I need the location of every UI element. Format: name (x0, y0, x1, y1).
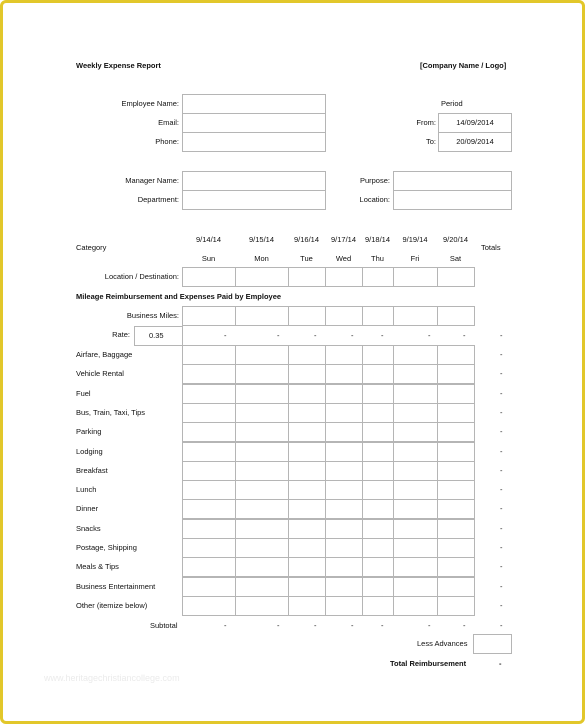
expense-cell[interactable] (362, 499, 394, 519)
expense-cell[interactable] (437, 596, 475, 616)
department-field[interactable] (182, 190, 326, 210)
expense-cell[interactable] (393, 538, 438, 558)
expense-category-label: Airfare, Baggage (76, 350, 133, 359)
watermark: www.heritagechristiancollege.com (44, 673, 180, 683)
expense-cell[interactable] (235, 422, 289, 442)
expense-cell[interactable] (325, 422, 363, 442)
expense-cell[interactable] (362, 442, 394, 462)
expense-cell[interactable] (362, 557, 394, 577)
rate-amount: - (314, 331, 317, 340)
expense-cell[interactable] (325, 364, 363, 384)
day-header: Sun (201, 254, 216, 263)
expense-cell[interactable] (235, 345, 289, 365)
expense-cell[interactable] (288, 499, 326, 519)
expense-cell[interactable] (325, 499, 363, 519)
location-destination-cell[interactable] (235, 267, 289, 287)
to-label: To: (425, 137, 436, 146)
expense-cell[interactable] (288, 345, 326, 365)
expense-cell[interactable] (393, 384, 438, 404)
expense-cell[interactable] (182, 384, 236, 404)
expense-cell[interactable] (437, 577, 475, 597)
subtotal-value: - (428, 621, 431, 630)
expense-cell[interactable] (235, 461, 289, 481)
expense-cell[interactable] (362, 403, 394, 423)
purpose-label: Purpose: (359, 176, 390, 185)
expense-cell[interactable] (235, 499, 289, 519)
location-destination-cell[interactable] (362, 267, 394, 287)
expense-cell[interactable] (182, 596, 236, 616)
expense-category-label: Other (itemize below) (76, 601, 148, 610)
expense-cell[interactable] (182, 577, 236, 597)
expense-row-total: - (500, 562, 503, 571)
period-title: Period (441, 99, 463, 108)
rate-label: Rate: (112, 330, 130, 339)
rate-amount: - (428, 331, 431, 340)
less-advances-field[interactable] (473, 634, 512, 654)
expense-cell[interactable] (325, 442, 363, 462)
expense-cell[interactable] (288, 538, 326, 558)
date-header: 9/14/14 (195, 235, 222, 244)
expense-cell[interactable] (362, 384, 394, 404)
expense-cell[interactable] (437, 519, 475, 539)
rate-amount: - (463, 331, 466, 340)
business-miles-cell[interactable] (235, 306, 289, 326)
expense-cell[interactable] (182, 403, 236, 423)
subtotal-value: - (277, 621, 280, 630)
location-destination-cell[interactable] (325, 267, 363, 287)
day-header: Sat (449, 254, 462, 263)
date-header: 9/16/14 (293, 235, 320, 244)
subtotal-value: - (314, 621, 317, 630)
expense-row-total: - (500, 485, 503, 494)
date-header: 9/19/14 (402, 235, 428, 244)
location-destination-cell[interactable] (182, 267, 236, 287)
location-field[interactable] (393, 190, 512, 210)
subtotal-label: Subtotal (150, 621, 178, 630)
mileage-section-title: Mileage Reimbursement and Expenses Paid by Employee (76, 292, 282, 301)
expense-row-total: - (500, 543, 503, 552)
location-label: Location: (359, 195, 390, 204)
expense-row-total: - (500, 447, 503, 456)
business-miles-cell[interactable] (393, 306, 438, 326)
business-miles-cell[interactable] (288, 306, 326, 326)
expense-cell[interactable] (362, 577, 394, 597)
expense-cell[interactable] (362, 461, 394, 481)
expense-cell[interactable] (325, 557, 363, 577)
expense-category-label: Fuel (76, 389, 91, 398)
day-header: Tue (300, 254, 313, 263)
expense-cell[interactable] (182, 442, 236, 462)
expense-cell[interactable] (362, 364, 394, 384)
day-header: Fri (410, 254, 420, 263)
subtotal-value: - (463, 621, 466, 630)
business-miles-cell[interactable] (325, 306, 363, 326)
phone-field[interactable] (182, 132, 326, 152)
expense-category-label: Breakfast (76, 466, 108, 475)
expense-category-label: Bus, Train, Taxi, Tips (76, 408, 146, 417)
from-label: From: (416, 118, 436, 127)
date-header: 9/15/14 (248, 235, 275, 244)
rate-amount: - (277, 331, 280, 340)
expense-cell[interactable] (362, 519, 394, 539)
expense-cell[interactable] (235, 557, 289, 577)
subtotal-value: - (224, 621, 227, 630)
subtotal-value: - (351, 621, 354, 630)
expense-cell[interactable] (235, 538, 289, 558)
expense-cell[interactable] (235, 384, 289, 404)
report-title: Weekly Expense Report (76, 61, 161, 70)
rate-amount: - (224, 331, 227, 340)
expense-cell[interactable] (325, 345, 363, 365)
expense-category-label: Dinner (76, 504, 99, 513)
business-miles-cell[interactable] (362, 306, 394, 326)
expense-cell[interactable] (362, 538, 394, 558)
expense-cell[interactable] (235, 519, 289, 539)
expense-row-total: - (500, 369, 503, 378)
expense-cell[interactable] (235, 403, 289, 423)
expense-cell[interactable] (235, 480, 289, 500)
total-reimbursement-label: Total Reimbursement (390, 659, 467, 668)
email-label: Email: (158, 118, 179, 127)
expense-cell[interactable] (393, 345, 438, 365)
expense-cell[interactable] (325, 403, 363, 423)
category-header: Category (76, 243, 107, 252)
company-logo-placeholder: [Company Name / Logo] (420, 61, 507, 70)
expense-cell[interactable] (393, 519, 438, 539)
expense-cell[interactable] (235, 442, 289, 462)
expense-cell[interactable] (393, 442, 438, 462)
expense-category-label: Business Entertainment (76, 582, 156, 591)
email-field[interactable] (182, 113, 326, 133)
expense-cell[interactable] (288, 480, 326, 500)
rate-field[interactable] (134, 326, 183, 346)
from-date-field[interactable]: 14/09/2014 (438, 113, 512, 133)
expense-cell[interactable] (393, 557, 438, 577)
expense-row-total: - (500, 524, 503, 533)
business-miles-cell[interactable] (437, 306, 475, 326)
expense-row-total: - (500, 504, 503, 513)
expense-cell[interactable] (182, 364, 236, 384)
expense-cell[interactable] (362, 422, 394, 442)
expense-cell[interactable] (393, 422, 438, 442)
expense-row-total: - (500, 408, 503, 417)
expense-cell[interactable] (325, 538, 363, 558)
expense-cell[interactable] (288, 577, 326, 597)
expense-cell[interactable] (288, 596, 326, 616)
expense-cell[interactable] (182, 499, 236, 519)
expense-cell[interactable] (437, 461, 475, 481)
expense-cell[interactable] (393, 596, 438, 616)
expense-row-total: - (500, 582, 503, 591)
day-header: Thu (371, 254, 384, 263)
expense-cell[interactable] (325, 519, 363, 539)
rate-amount: - (381, 331, 384, 340)
expense-cell[interactable] (288, 364, 326, 384)
total-reimbursement-value: - (499, 659, 502, 668)
expense-row-total: - (500, 601, 503, 610)
expense-cell[interactable] (325, 461, 363, 481)
expense-cell[interactable] (235, 364, 289, 384)
expense-cell[interactable] (182, 519, 236, 539)
expense-category-label: Lodging (76, 447, 103, 456)
location-destination-cell[interactable] (288, 267, 326, 287)
expense-cell[interactable] (437, 345, 475, 365)
expense-cell[interactable] (288, 422, 326, 442)
expense-cell[interactable] (437, 364, 475, 384)
expense-cell[interactable] (437, 480, 475, 500)
expense-cell[interactable] (288, 557, 326, 577)
expense-cell[interactable] (288, 384, 326, 404)
expense-cell[interactable] (437, 442, 475, 462)
expense-cell[interactable] (325, 384, 363, 404)
subtotal-value: - (381, 621, 384, 630)
expense-cell[interactable] (325, 596, 363, 616)
expense-cell[interactable] (437, 538, 475, 558)
expense-cell[interactable] (362, 345, 394, 365)
expense-cell[interactable] (235, 577, 289, 597)
employee-name-label: Employee Name: (121, 99, 179, 108)
date-header: 9/20/14 (442, 235, 469, 244)
expense-cell[interactable] (182, 422, 236, 442)
expense-cell[interactable] (288, 442, 326, 462)
expense-cell[interactable] (182, 345, 236, 365)
expense-category-label: Parking (76, 427, 102, 436)
expense-cell[interactable] (362, 480, 394, 500)
totals-header: Totals (481, 243, 501, 252)
expense-row-total: - (500, 427, 503, 436)
expense-cell[interactable] (235, 596, 289, 616)
expense-cell[interactable] (437, 422, 475, 442)
location-destination-label: Location / Destination: (104, 272, 179, 281)
expense-cell[interactable] (182, 557, 236, 577)
expense-cell[interactable] (362, 596, 394, 616)
expense-row-total: - (500, 466, 503, 475)
rate-value: 0.35 (149, 331, 164, 340)
expense-cell[interactable] (393, 403, 438, 423)
business-miles-cell[interactable] (182, 306, 236, 326)
expense-category-label: Lunch (76, 485, 97, 494)
to-date-field[interactable]: 20/09/2014 (438, 132, 512, 152)
location-destination-cell[interactable] (437, 267, 475, 287)
expense-category-label: Snacks (76, 524, 101, 533)
expense-cell[interactable] (325, 480, 363, 500)
expense-cell[interactable] (437, 403, 475, 423)
expense-cell[interactable] (288, 519, 326, 539)
expense-cell[interactable] (437, 499, 475, 519)
manager-name-field[interactable] (182, 171, 326, 191)
date-header: 9/17/14 (330, 235, 357, 244)
expense-cell[interactable] (288, 461, 326, 481)
less-advances-label: Less Advances (417, 639, 468, 648)
expense-cell[interactable] (393, 461, 438, 481)
expense-category-label: Vehicle Rental (76, 369, 124, 378)
phone-label: Phone: (155, 137, 179, 146)
business-miles-label: Business Miles: (126, 311, 179, 320)
expense-cell[interactable] (325, 577, 363, 597)
expense-category-label: Postage, Shipping (76, 543, 137, 552)
subtotal-total: - (500, 621, 503, 630)
employee-name-field[interactable] (182, 94, 326, 114)
location-destination-cell[interactable] (393, 267, 438, 287)
expense-row-total: - (500, 350, 503, 359)
rate-total: - (500, 331, 503, 340)
expense-cell[interactable] (182, 538, 236, 558)
expense-row-total: - (500, 389, 503, 398)
expense-cell[interactable] (393, 499, 438, 519)
expense-cell[interactable] (393, 577, 438, 597)
rate-amount: - (351, 331, 354, 340)
manager-name-label: Manager Name: (125, 176, 179, 185)
expense-cell[interactable] (393, 364, 438, 384)
expense-cell[interactable] (393, 480, 438, 500)
expense-category-label: Meals & Tips (76, 562, 119, 571)
day-header: Mon (254, 254, 269, 263)
expense-cell[interactable] (288, 403, 326, 423)
date-header: 9/18/14 (364, 235, 391, 244)
expense-cell[interactable] (182, 461, 236, 481)
day-header: Wed (335, 254, 352, 263)
purpose-field[interactable] (393, 171, 512, 191)
expense-cell[interactable] (182, 480, 236, 500)
expense-cell[interactable] (437, 384, 475, 404)
department-label: Department: (137, 195, 179, 204)
expense-cell[interactable] (437, 557, 475, 577)
